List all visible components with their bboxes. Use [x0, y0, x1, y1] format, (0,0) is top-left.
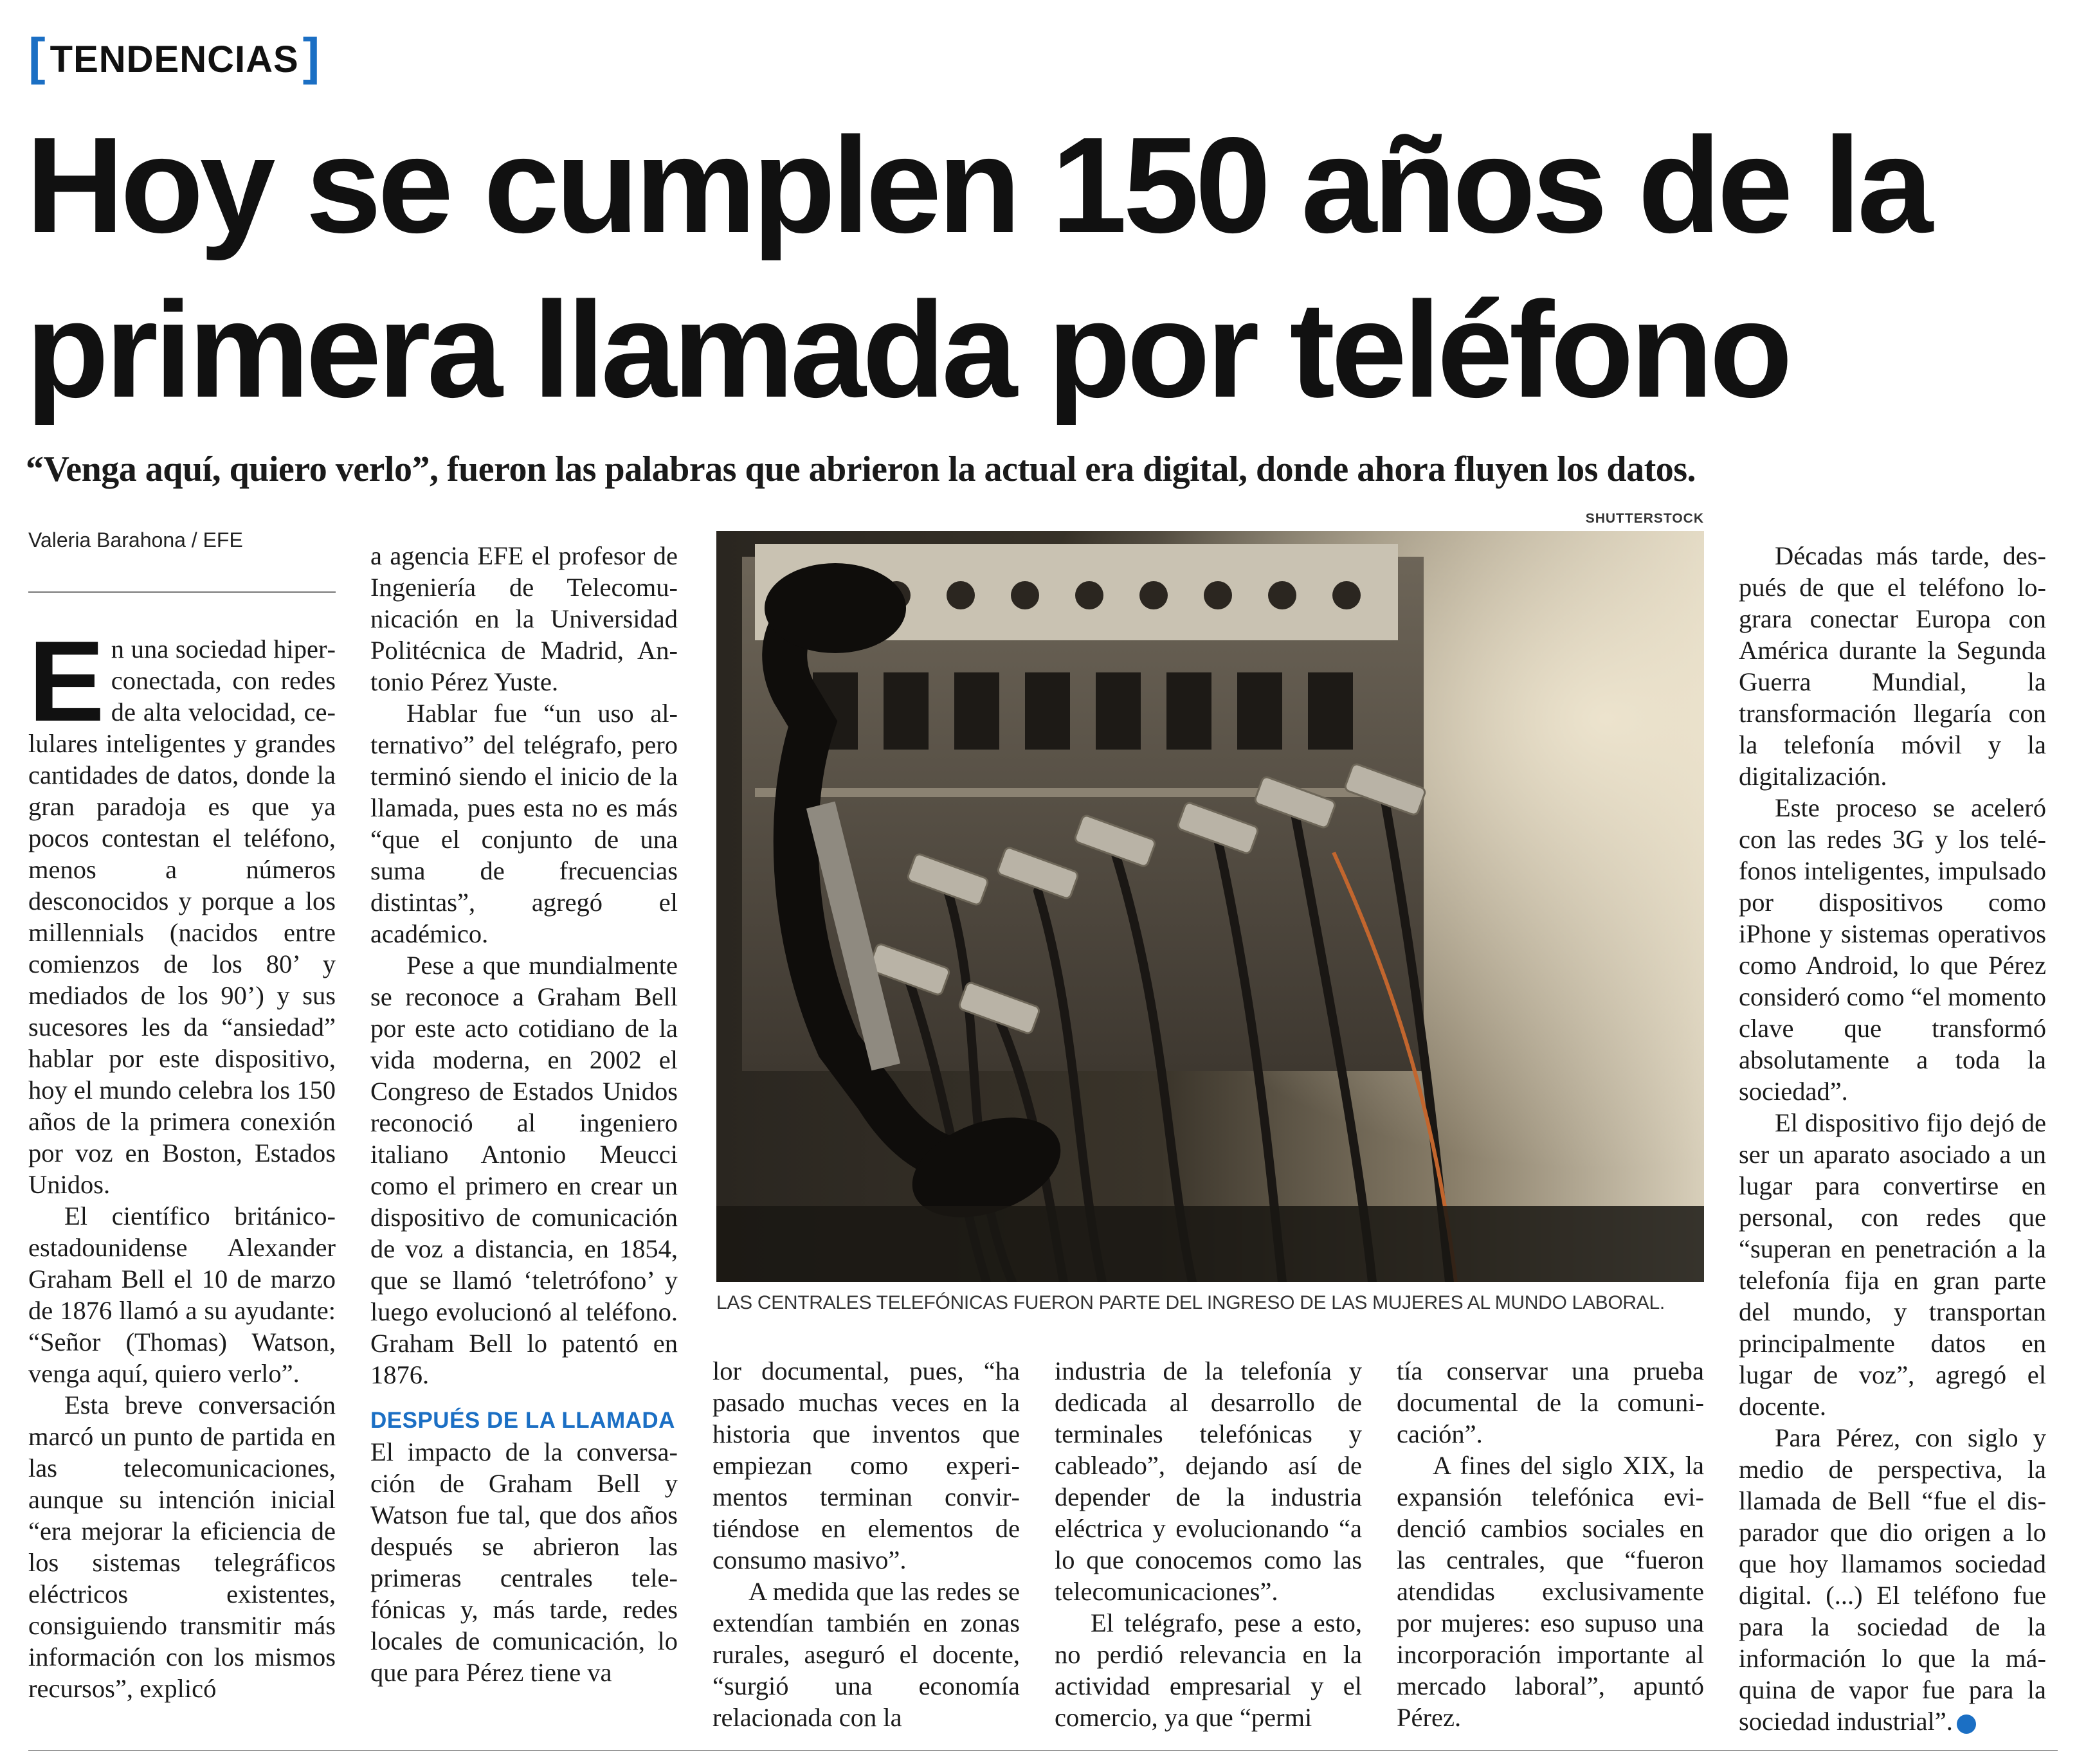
deck: “Venga aquí, quiero verlo”, fueron las palabras que abrieron la actual era digital, donde ahora fluyen los datos.: [26, 449, 1696, 489]
paragraph: Para Pérez, con siglo y medio de perspectiva, la llamada de Bell “fue el disparador que dio origen a lo que hoy llamamos sociedad digital. (...) El teléfono fue para la sociedad de la información lo que la máquina de vapor fue para la sociedad industrial”. ✪: [1739, 1423, 2046, 1736]
end-of-article-icon: ✪: [1957, 1715, 1976, 1734]
column-1: [28, 617, 336, 1704]
bracket-left: [: [28, 28, 46, 85]
headline: [26, 103, 2064, 432]
bottom-rule: [28, 1750, 2058, 1751]
paragraph: El dispositivo fijo dejó de ser un aparato asociado a un lugar para convertirse en personal, con redes que “superan en penetración a la telefonía fija en gran parte del mundo, y transportan principalmente datos en lugar de voz”, agregó el docente.: [1739, 1108, 2046, 1421]
column-4: [1055, 1355, 1362, 1733]
paragraph: A medida que las redes se extendían también en zonas rurales, aseguró el docente, “surgió una economía relacionada con la: [712, 1577, 1020, 1732]
paragraph: Esta breve conversación marcó un punto de partida en las telecomunicaciones, aunque su intención inicial “era mejorar la eficiencia de los sistemas telegráficos eléctricos existentes, consiguiendo transmitir más información con los mismos recursos”, explicó: [28, 1390, 336, 1703]
column-2: [370, 540, 678, 1688]
paragraph: industria de la telefonía y dedicada al desarrollo de terminales telefónicas y cableado”, dejando así de depender de la industria eléctrica y evolucionando “a lo que conocemos como las telecomunicaciones”.: [1055, 1356, 1362, 1606]
paragraph: El impacto de la conversación de Graham Bell y Watson fue tal, que dos años después se abrieron las primeras centrales telefónicas y, más tarde, redes locales de comunicación, lo que para Pérez tiene va: [370, 1437, 678, 1687]
paragraph: Pese a que mundialmente se reconoce a Graham Bell por este acto cotidiano de la vida moderna, en 2002 el Congreso de Estados Unidos reconoció al ingeniero italiano Antonio Meucci como el primero en crear un dispositivo de comunicación de voz a distancia, en 1854, que se llamó ‘teletrófono’ y luego evolucionó al teléfono. Graham Bell lo patentó en 1876.: [370, 951, 678, 1389]
subhead: DESPUÉS DE LA LLAMADA: [370, 1408, 675, 1433]
paragraph: A fines del siglo XIX, la expansión telefónica evidenció cambios sociales en las centrales, que “fueron atendidas exclusivamente por mujeres: eso supuso una incorporación importante al mercado laboral”, apuntó Pérez.: [1397, 1451, 1704, 1732]
photo-caption: LAS CENTRALES TELEFÓNICAS FUERON PARTE DEL INGRESO DE LAS MUJERES AL MUNDO LABORAL.: [716, 1292, 1665, 1313]
photo-switchboard: [716, 531, 1704, 1282]
paragraph: a agencia EFE el profesor de Ingeniería de Telecomunicación en la Universidad Politécnica de Madrid, Antonio Pérez Yuste.: [370, 541, 678, 696]
column-5: [1397, 1355, 1704, 1733]
byline-rule: [28, 591, 336, 593]
bracket-right: ]: [302, 28, 321, 85]
dropcap: E: [28, 617, 105, 745]
paragraph: Este proceso se aceleró con las redes 3G y los teléfonos inteligentes, impulsado por dispositivos como iPhone y sistemas operativos como Android, lo que Pérez consideró como “el momento clave que transformó absolutamente a toda la sociedad”.: [1739, 793, 2046, 1106]
headline-line-1: Hoy se cumplen 150 años de la: [26, 109, 1930, 261]
section-label: TENDENCIAS: [50, 38, 299, 80]
paragraph: El telégrafo, pese a esto, no perdió relevancia en la actividad empresarial y el comercio, ya que “permi: [1055, 1608, 1362, 1732]
headline-line-2: primera llamada por teléfono: [26, 273, 1789, 426]
paragraph: lor documental, pues, “ha pasado muchas veces en la historia que inventos que empiezan como experimentos terminan convirtiéndose en elementos de consumo masivo”.: [712, 1356, 1020, 1574]
section-tag: [28, 28, 321, 86]
paragraph: En una sociedad hiperconectada, con redes de alta velocidad, celulares inteligentes y grandes cantidades de datos, donde la gran paradoja es que ya pocos contestan el teléfono, menos a números desconocidos y porque a los millennials (nacidos entre comienzos de los 80’ y mediados de los 90’) y sus sucesores les da “ansiedad” hablar por este dispositivo, hoy el mundo celebra los 150 años de la primera conexión por voz en Boston, Estados Unidos.: [28, 617, 336, 1199]
paragraph: Hablar fue “un uso alternativo” del telégrafo, pero terminó siendo el inicio de la llamada, pues esta no es más “que el conjunto de una suma de frecuencias distintas”, agregó el académico.: [370, 699, 678, 948]
paragraph: El científico británico-estadounidense Alexander Graham Bell el 10 de marzo de 1876 llamó a su ayudante: “Señor (Thomas) Watson, venga aquí, quiero verlo”.: [28, 1202, 336, 1388]
byline: Valeria Barahona / EFE: [28, 528, 243, 552]
paragraph: Décadas más tarde, después de que el teléfono lograra conectar Europa con América durante la Segunda Guerra Mundial, la transformación llegaría con la telefonía móvil y la digitalización.: [1739, 541, 2046, 791]
column-3: [712, 1355, 1020, 1733]
photo-credit: SHUTTERSTOCK: [1585, 511, 1704, 526]
column-6: [1739, 540, 2046, 1737]
paragraph: tía conservar una prueba documental de la comunicación”.: [1397, 1356, 1704, 1448]
